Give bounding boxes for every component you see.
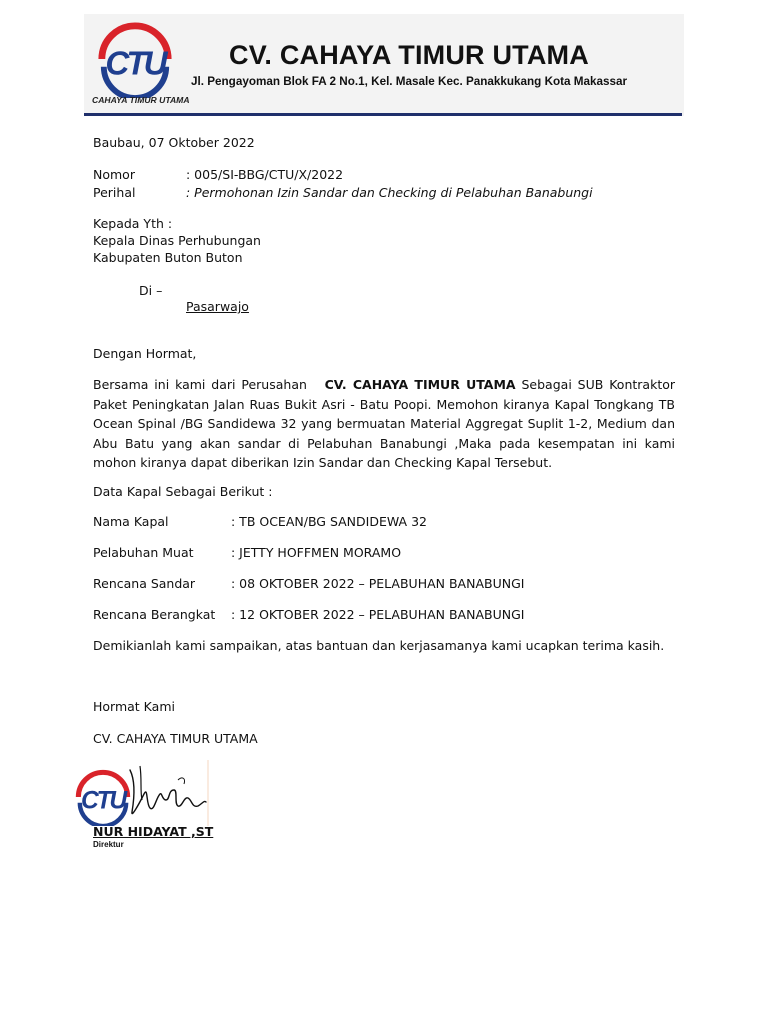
perihal-label: Perihal [93,185,136,200]
body-paragraph [93,375,675,473]
stamp-logo-letters: CTU [80,787,126,815]
logo-caption: CAHAYA TIMUR UTAMA [92,95,190,105]
perihal-value: : Permohonan Izin Sandar dan Checking di Pelabuhan Banabungi [186,185,593,200]
recipient-line-2: Kabupaten Buton Buton [93,250,243,265]
to-greeting: Kepada Yth : [93,216,173,231]
company-name: CV. CAHAYA TIMUR UTAMA [229,40,589,70]
company-address: Jl. Pengayoman Blok FA 2 No.1, Kel. Masale Kec. Panakkukang Kota Makassar [191,75,628,88]
body-company: CV. CAHAYA TIMUR UTAMA [324,377,516,392]
company-logo-icon [96,20,174,98]
ship-data-value: : TB OCEAN/BG SANDIDEWA 32 [231,514,427,529]
body-rest: Sebagai SUB Kontraktor Paket Peningkatan Jalan Ruas Bukit Asri - Batu Poopi. Memohon kiranya Kapal Tongkang TB Ocean Spinal /BG Sandidewa 32 yang bermuatan Material Aggregat Suplit 1-2, Medium dan Abu Batu yang akan sandar di Pelabuhan Banabungi ,Maka pada kesempatan ini kami mohon kiranya dapat diberikan Izin Sandar dan Checking Kapal Tersebut. [93,377,676,470]
salutation: Dengan Hormat, [93,346,197,361]
closing-sentence: Demikianlah kami sampaikan, atas bantuan dan kerjasamanya kami ucapkan terima kasih. [93,638,665,653]
signer-name: NUR HIDAYAT ,ST [93,824,214,839]
nomor-label: Nomor [93,167,135,182]
ship-data-label: Rencana Sandar [93,576,196,591]
di-label: Di – [139,283,163,298]
regards: Hormat Kami [93,699,175,714]
sender-company: CV. CAHAYA TIMUR UTAMA [93,731,258,746]
handwritten-signature [118,760,210,828]
ship-data-value: : 08 OKTOBER 2022 – PELABUHAN BANABUNGI [231,576,525,591]
ship-data-label: Rencana Berangkat [93,607,216,622]
letterhead [84,14,684,116]
ship-data-value: : 12 OKTOBER 2022 – PELABUHAN BANABUNGI [231,607,525,622]
place-date: Baubau, 07 Oktober 2022 [93,135,255,150]
ship-data-label: Nama Kapal [93,514,169,529]
ship-data-label: Pelabuhan Muat [93,545,194,560]
ship-data-value: : JETTY HOFFMEN MORAMO [231,545,402,560]
logo-letters: CTU [105,45,165,83]
header-divider [84,113,682,116]
body-prefix: Bersama ini kami dari Perusahan [93,377,307,392]
recipient-location: Pasarwajo [186,299,249,314]
recipient-line-1: Kepala Dinas Perhubungan [93,233,261,248]
data-heading: Data Kapal Sebagai Berikut : [93,484,273,499]
signer-title: Direktur [93,840,124,849]
nomor-value: : 005/SI-BBG/CTU/X/2022 [186,167,344,182]
